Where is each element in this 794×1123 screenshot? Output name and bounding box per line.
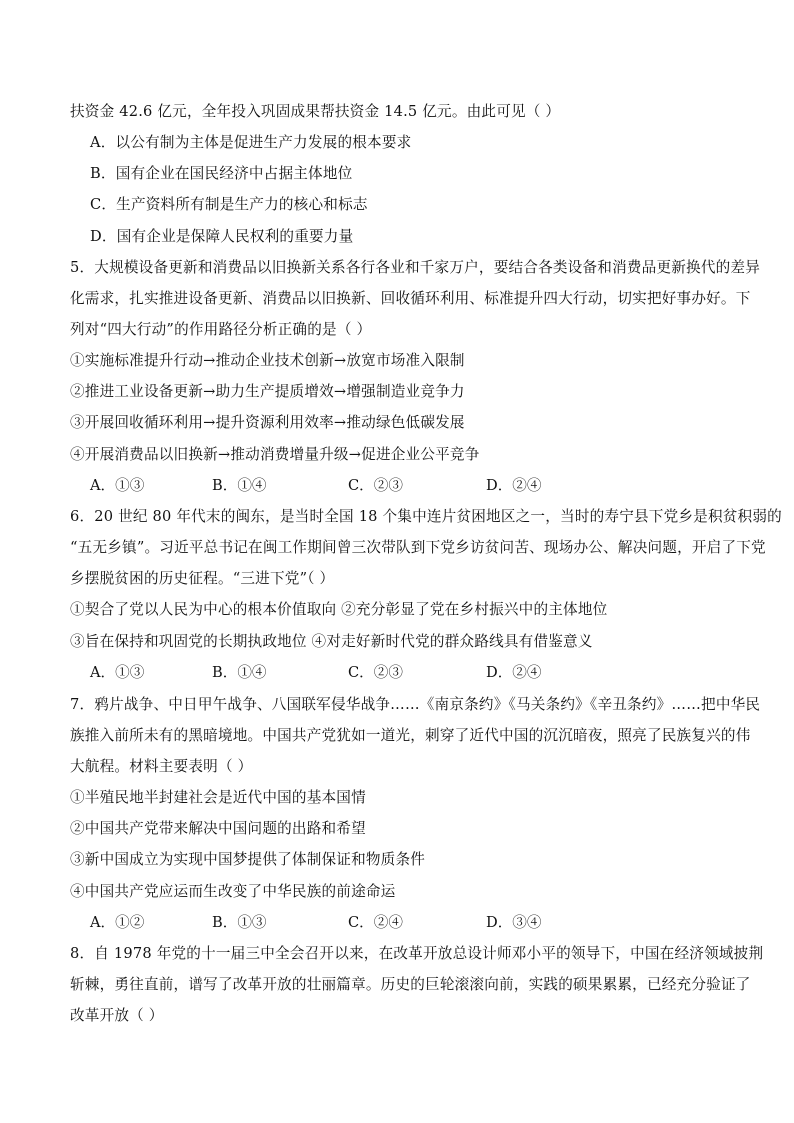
q8-stem-line-2: 斩棘，勇往直前，谱写了改革开放的壮丽篇章。历史的巨轮滚滚向前，实践的硕果累累，已经充分验证了	[70, 976, 751, 993]
q7-statement-1: ①半殖民地半封建社会是近代中国的基本国情	[70, 789, 366, 806]
q6-choice-b: B．①④	[212, 664, 267, 681]
q6-stem-line-1: 6．20 世纪 80 年代末的闽东，是当时全国 18 个集中连片贫困地区之一，当时的寿宁县下党乡是积贫积弱的	[70, 508, 782, 525]
q6-stem-line-2: “五无乡镇”。习近平总书记在闽工作期间曾三次带队到下党乡访贫问苦、现场办公、解决问题，开启了下党	[70, 539, 766, 556]
q7-statement-4: ④中国共产党应运而生改变了中华民族的前途命运	[70, 883, 396, 900]
q7-stem-line-1: 7．鸦片战争、中日甲午战争、八国联军侵华战争……《南京条约》《马关条约》《辛丑条约》……把中华民	[70, 696, 761, 713]
q4-stem-tail: 扶资金 42.6 亿元，全年投入巩固成果帮扶资金 14.5 亿元。由此可见（ ）	[70, 103, 561, 120]
q5-choice-a: A．①③	[90, 477, 145, 494]
q7-choices	[90, 913, 730, 933]
q5-stem-line-3: 列对“四大行动”的作用路径分析正确的是（ ）	[70, 321, 372, 338]
q4-option-c: C．生产资料所有制是生产力的核心和标志	[90, 196, 368, 213]
q5-statement-1: ①实施标准提升行动→推动企业技术创新→放宽市场准入限制	[70, 352, 465, 369]
q5-choice-b: B．①④	[212, 477, 267, 494]
q7-stem-line-3: 大航程。材料主要表明（ ）	[70, 758, 253, 775]
q5-choices	[90, 476, 730, 496]
q4-option-a: A．以公有制为主体是促进生产力发展的根本要求	[90, 134, 412, 151]
q5-choice-d: D．②④	[486, 477, 542, 494]
q6-choice-d: D．②④	[486, 664, 542, 681]
q6-choice-c: C．②③	[348, 664, 403, 681]
q8-stem-line-1: 8．自 1978 年党的十一届三中全会召开以来，在改革开放总设计师邓小平的领导下，中国在经济领域披荆	[70, 945, 764, 962]
q5-statement-4: ④开展消费品以旧换新→推动消费增量升级→促进企业公平竞争	[70, 446, 480, 463]
q7-choice-d: D．③④	[486, 914, 542, 931]
q8-stem-line-3: 改革开放（ ）	[70, 1007, 164, 1024]
q7-stem-line-2: 族推入前所未有的黑暗境地。中国共产党犹如一道光，刺穿了近代中国的沉沉暗夜，照亮了民族复兴的伟	[70, 727, 751, 744]
q5-statement-3: ③开展回收循环利用→提升资源利用效率→推动绿色低碳发展	[70, 414, 465, 431]
q7-choice-a: A．①②	[90, 914, 145, 931]
q7-statement-3: ③新中国成立为实现中国梦提供了体制保证和物质条件	[70, 851, 426, 868]
q6-choice-a: A．①③	[90, 664, 145, 681]
q6-stem-line-3: 乡摆脱贫困的历史征程。“三进下党”（ ）	[70, 570, 335, 587]
q5-choice-c: C．②③	[348, 477, 403, 494]
q4-option-b: B．国有企业在国民经济中占据主体地位	[90, 165, 353, 182]
q7-choice-c: C．②④	[348, 914, 403, 931]
q7-statement-2: ②中国共产党带来解决中国问题的出路和希望	[70, 820, 366, 837]
q7-choice-b: B．①③	[212, 914, 267, 931]
q6-choices	[90, 663, 730, 683]
q6-statements-row-2: ③旨在保持和巩固党的长期执政地位 ④对走好新时代党的群众路线具有借鉴意义	[70, 633, 593, 650]
q5-stem-line-1: 5．大规模设备更新和消费品以旧换新关系各行各业和千家万户，要结合各类设备和消费品更新换代的差异	[70, 259, 761, 276]
q6-statements-row-1: ①契合了党以人民为中心的根本价值取向 ②充分彰显了党在乡村振兴中的主体地位	[70, 601, 608, 618]
q4-option-d: D．国有企业是保障人民权利的重要力量	[90, 228, 354, 245]
q5-stem-line-2: 化需求，扎实推进设备更新、消费品以旧换新、回收循环利用、标准提升四大行动，切实把好事办好。下	[70, 290, 751, 307]
q5-statement-2: ②推进工业设备更新→助力生产提质增效→增强制造业竞争力	[70, 383, 465, 400]
